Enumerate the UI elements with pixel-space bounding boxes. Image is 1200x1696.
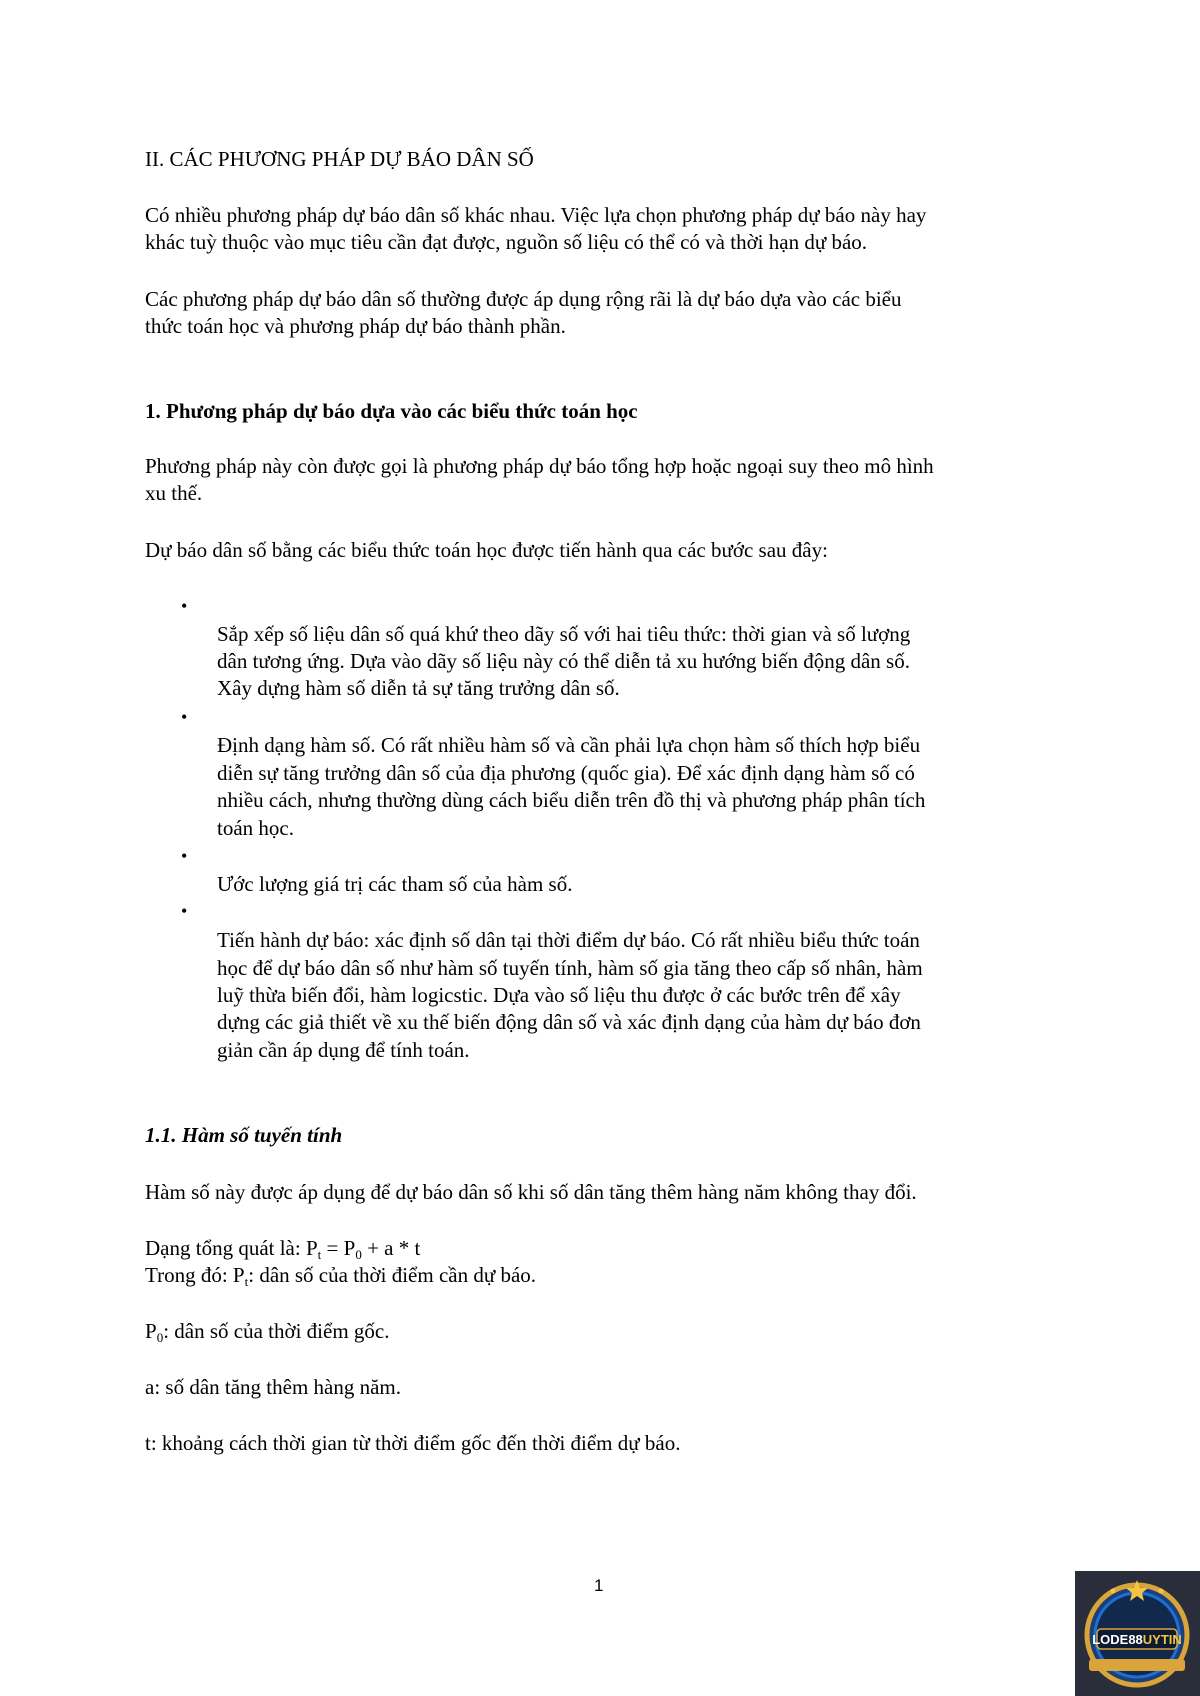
heading-1: 1. Phương pháp dự báo dựa vào các biểu thức toán học [145, 399, 638, 423]
step-4-line-3: luỹ thừa biến đổi, hàm logicstic. Dựa vào số liệu thu được ở các bước trên để xây [217, 983, 901, 1007]
linear-function-description: Hàm số này được áp dụng để dự báo dân số khi số dân tăng thêm hàng năm không thay đổi. [145, 1180, 917, 1204]
t-definition: t: khoảng cách thời gian từ thời điểm gốc đến thời điểm dự báo. [145, 1431, 681, 1455]
heading-1-1: 1.1. Hàm số tuyến tính [145, 1123, 343, 1147]
intro-paragraph-1-line-2: khác tuỳ thuộc vào mục tiêu cần đạt được, nguồn số liệu có thể có và thời hạn dự báo. [145, 230, 868, 254]
bullet-marker: • [181, 846, 188, 866]
intro-paragraph-1-line-1: Có nhiều phương pháp dự báo dân số khác nhau. Việc lựa chọn phương pháp dự báo này hay [145, 203, 927, 227]
step-1-line-2: dân tương ứng. Dựa vào dãy số liệu này có thể diễn tả xu hướng biến động dân số. [217, 649, 910, 673]
intro-paragraph-2-line-2: thức toán học và phương pháp dự báo thành phần. [145, 314, 566, 338]
where-suffix: : dân số của thời điểm cần dự báo. [248, 1263, 537, 1287]
step-4-line-2: học để dự báo dân số như hàm số tuyến tính, hàm số gia tăng theo cấp số nhân, hàm [217, 956, 923, 980]
logo-text-accent: UYTIN [1142, 1632, 1182, 1647]
p0-subscript-0: 0 [156, 1330, 164, 1345]
step-2-line-3: nhiều cách, nhưng thường dùng cách biểu diễn trên đồ thị và phương pháp phân tích [217, 788, 926, 812]
formula-mid: = P [321, 1236, 356, 1260]
where-pt-definition [145, 1262, 536, 1289]
p0-definition [145, 1318, 390, 1345]
step-1-line-3: Xây dựng hàm số diễn tả sự tăng trưởng dân số. [217, 676, 620, 700]
site-logo [1075, 1571, 1200, 1696]
intro-paragraph-2-line-1: Các phương pháp dự báo dân số thường được áp dụng rộng rãi là dự báo dựa vào các biểu [145, 287, 902, 311]
formula-subscript-0: 0 [355, 1247, 362, 1262]
page-number: 1 [594, 1576, 604, 1595]
step-2-line-1: Định dạng hàm số. Có rất nhiều hàm số và cần phải lựa chọn hàm số thích hợp biểu [217, 733, 921, 757]
step-3-line-1: Ước lượng giá trị các tham số của hàm số. [217, 872, 573, 896]
bullet-marker: • [181, 901, 188, 921]
formula-subscript-t: t [317, 1247, 322, 1262]
step-4-line-1: Tiến hành dự báo: xác định số dân tại thời điểm dự báo. Có rất nhiều biểu thức toán [217, 928, 920, 952]
paragraph-1a-line-2: xu thế. [145, 481, 203, 505]
formula-suffix: + a * t [361, 1236, 421, 1260]
formula-prefix: Dạng tổng quát là: P [145, 1236, 318, 1260]
step-2-line-2: diễn sự tăng trưởng dân số của địa phương (quốc gia). Để xác định dạng hàm số có [217, 761, 915, 785]
paragraph-1b: Dự báo dân số bằng các biểu thức toán học được tiến hành qua các bước sau đây: [145, 538, 828, 562]
paragraph-1a-line-1: Phương pháp này còn được gọi là phương pháp dự báo tổng hợp hoặc ngoại suy theo mô hình [145, 454, 934, 478]
step-2-line-4: toán học. [217, 816, 294, 840]
p0-suffix: : dân số của thời điểm gốc. [163, 1319, 390, 1343]
step-4-line-5: giản cần áp dụng để tính toán. [217, 1038, 470, 1062]
section-heading: II. CÁC PHƯƠNG PHÁP DỰ BÁO DÂN SỐ [145, 147, 534, 171]
logo-text-main: LODE88 [1092, 1632, 1143, 1647]
svg-text:LODE88UYTIN [1092, 1632, 1182, 1647]
where-subscript-t: t [244, 1274, 249, 1289]
bullet-marker: • [181, 707, 188, 727]
bullet-marker: • [181, 596, 188, 616]
logo-emblem-icon [1075, 1571, 1200, 1696]
step-4-line-4: dựng các giả thiết về xu thế biến động dân số và xác định dạng của hàm dự báo đơn [217, 1010, 921, 1034]
where-prefix: Trong đó: P [145, 1263, 245, 1287]
general-formula [145, 1235, 420, 1262]
p0-prefix: P [145, 1319, 157, 1343]
a-definition: a: số dân tăng thêm hàng năm. [145, 1375, 402, 1399]
step-1-line-1: Sắp xếp số liệu dân số quá khứ theo dãy số với hai tiêu thức: thời gian và số lượng [217, 622, 911, 646]
